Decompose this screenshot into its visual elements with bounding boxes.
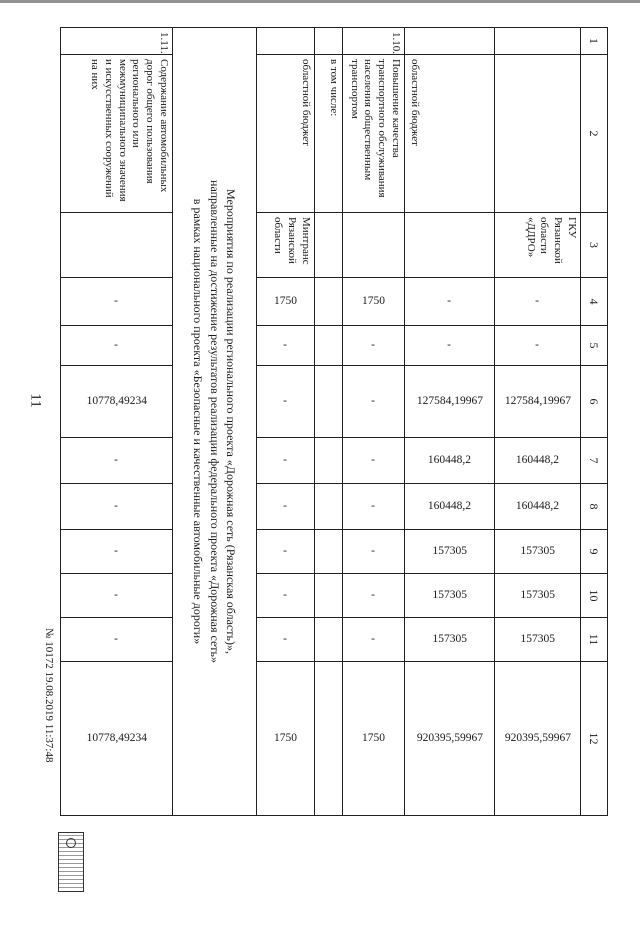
cell-value: 10778,49234	[86, 732, 147, 745]
cell-value: 920395,59967	[416, 732, 483, 745]
cell-value	[315, 484, 343, 530]
cell-value: 1750	[362, 732, 385, 745]
seal-mark-icon	[66, 838, 76, 848]
cell-value: 127584,19967	[504, 395, 571, 408]
cell-value: -	[283, 589, 288, 602]
cell-value: 1750	[274, 295, 297, 308]
cell-value: -	[283, 500, 288, 513]
cell-executor: Минтранс Рязанской области	[257, 213, 315, 278]
cell-value: 160448,2	[515, 454, 560, 467]
cell-executor	[315, 213, 343, 278]
header-cell: 8	[581, 484, 608, 530]
cell-value: -	[371, 589, 376, 602]
section-banner-row	[173, 28, 257, 816]
header-cell: 6	[581, 366, 608, 438]
table-row	[61, 28, 173, 816]
cell-value	[315, 618, 343, 662]
banner-line: Мероприятия по реализации регионального проекта «Дорожная сеть (Рязанская область)»,	[223, 189, 238, 654]
cell-num: 1.11.	[61, 28, 173, 55]
cell-value: -	[114, 545, 119, 558]
cell-value	[315, 530, 343, 574]
page-number: 11	[27, 393, 44, 408]
header-row	[581, 28, 608, 816]
cell-value: 157305	[520, 545, 555, 558]
cell-value: -	[371, 339, 376, 352]
cell-value: -	[114, 500, 119, 513]
cell-name: областной бюджет	[257, 55, 315, 213]
header-cell: 1	[581, 28, 608, 55]
cell-executor	[405, 213, 495, 278]
banner-line: направленные на достижение результатов реализации федерального проекта «Дорожная сеть»	[207, 180, 222, 663]
cell-value: 127584,19967	[416, 395, 483, 408]
cell-value: -	[114, 339, 119, 352]
cell-executor	[343, 213, 405, 278]
cell-value: -	[283, 545, 288, 558]
cell-value: -	[283, 339, 288, 352]
header-cell: 3	[581, 213, 608, 278]
cell-name: областной бюджет	[405, 55, 495, 213]
header-cell: 12	[581, 662, 608, 816]
banner-line: в рамках национального проекта «Безопасные и качественные автомобильные дороги»	[191, 198, 206, 645]
scan-edge	[0, 0, 640, 3]
program-table	[60, 27, 608, 816]
cell-name: в том числе:	[315, 55, 343, 213]
cell-value: 160448,2	[427, 454, 472, 467]
cell-value: 160448,2	[427, 500, 472, 513]
cell-value: 157305	[520, 589, 555, 602]
cell-value: -	[371, 633, 376, 646]
cell-value: -	[371, 395, 376, 408]
cell-value: -	[283, 454, 288, 467]
header-cell: 10	[581, 574, 608, 618]
cell-executor: ГКУ Рязанской области «ДДРО»	[495, 213, 581, 278]
cell-value: -	[114, 633, 119, 646]
cell-value: -	[447, 295, 452, 308]
cell-value: -	[114, 454, 119, 467]
rotated-table	[60, 27, 608, 815]
cell-value: -	[535, 295, 540, 308]
table-row	[257, 28, 315, 816]
cell-value: 157305	[432, 545, 467, 558]
cell-name: Повышение качества транспортного обслуживания населения общественным транспортом	[343, 55, 405, 213]
table-row	[495, 28, 581, 816]
cell-value	[315, 438, 343, 484]
cell-value: 1750	[362, 295, 385, 308]
cell-value: -	[447, 339, 452, 352]
section-banner	[173, 28, 257, 816]
cell-value: 1750	[274, 732, 297, 745]
cell-executor	[61, 213, 173, 278]
cell-value	[315, 278, 343, 326]
cell-value: -	[535, 339, 540, 352]
cell-num	[315, 28, 343, 55]
table-row	[405, 28, 495, 816]
header-cell: 11	[581, 618, 608, 662]
cell-num	[495, 28, 581, 55]
cell-name	[495, 55, 581, 213]
cell-value: -	[114, 295, 119, 308]
cell-value: -	[371, 500, 376, 513]
cell-value	[315, 574, 343, 618]
cell-value: 157305	[432, 633, 467, 646]
cell-value: -	[371, 454, 376, 467]
cell-value	[315, 326, 343, 366]
header-cell: 9	[581, 530, 608, 574]
cell-value: 10778,49234	[86, 395, 147, 408]
header-cell: 2	[581, 55, 608, 213]
cell-name: Содержание автомобильных дорог общего пользования регионального или межмуниципального значения и искусственных сооружений на них	[61, 55, 173, 213]
table-row	[343, 28, 405, 816]
cell-num	[405, 28, 495, 55]
cell-num	[257, 28, 315, 55]
cell-value: 160448,2	[515, 500, 560, 513]
cell-value: -	[371, 545, 376, 558]
cell-num: 1.10.	[343, 28, 405, 55]
cell-value: -	[114, 589, 119, 602]
header-cell: 5	[581, 326, 608, 366]
table-row	[315, 28, 343, 816]
registration-footer: № 10172 19.08.2019 11:37:48	[43, 628, 55, 763]
cell-value	[315, 366, 343, 438]
cell-value: 157305	[520, 633, 555, 646]
cell-value: -	[283, 395, 288, 408]
cell-value	[315, 662, 343, 816]
cell-value: 920395,59967	[504, 732, 571, 745]
cell-value: -	[283, 633, 288, 646]
header-cell: 4	[581, 278, 608, 326]
header-cell: 7	[581, 438, 608, 484]
cell-value: 157305	[432, 589, 467, 602]
